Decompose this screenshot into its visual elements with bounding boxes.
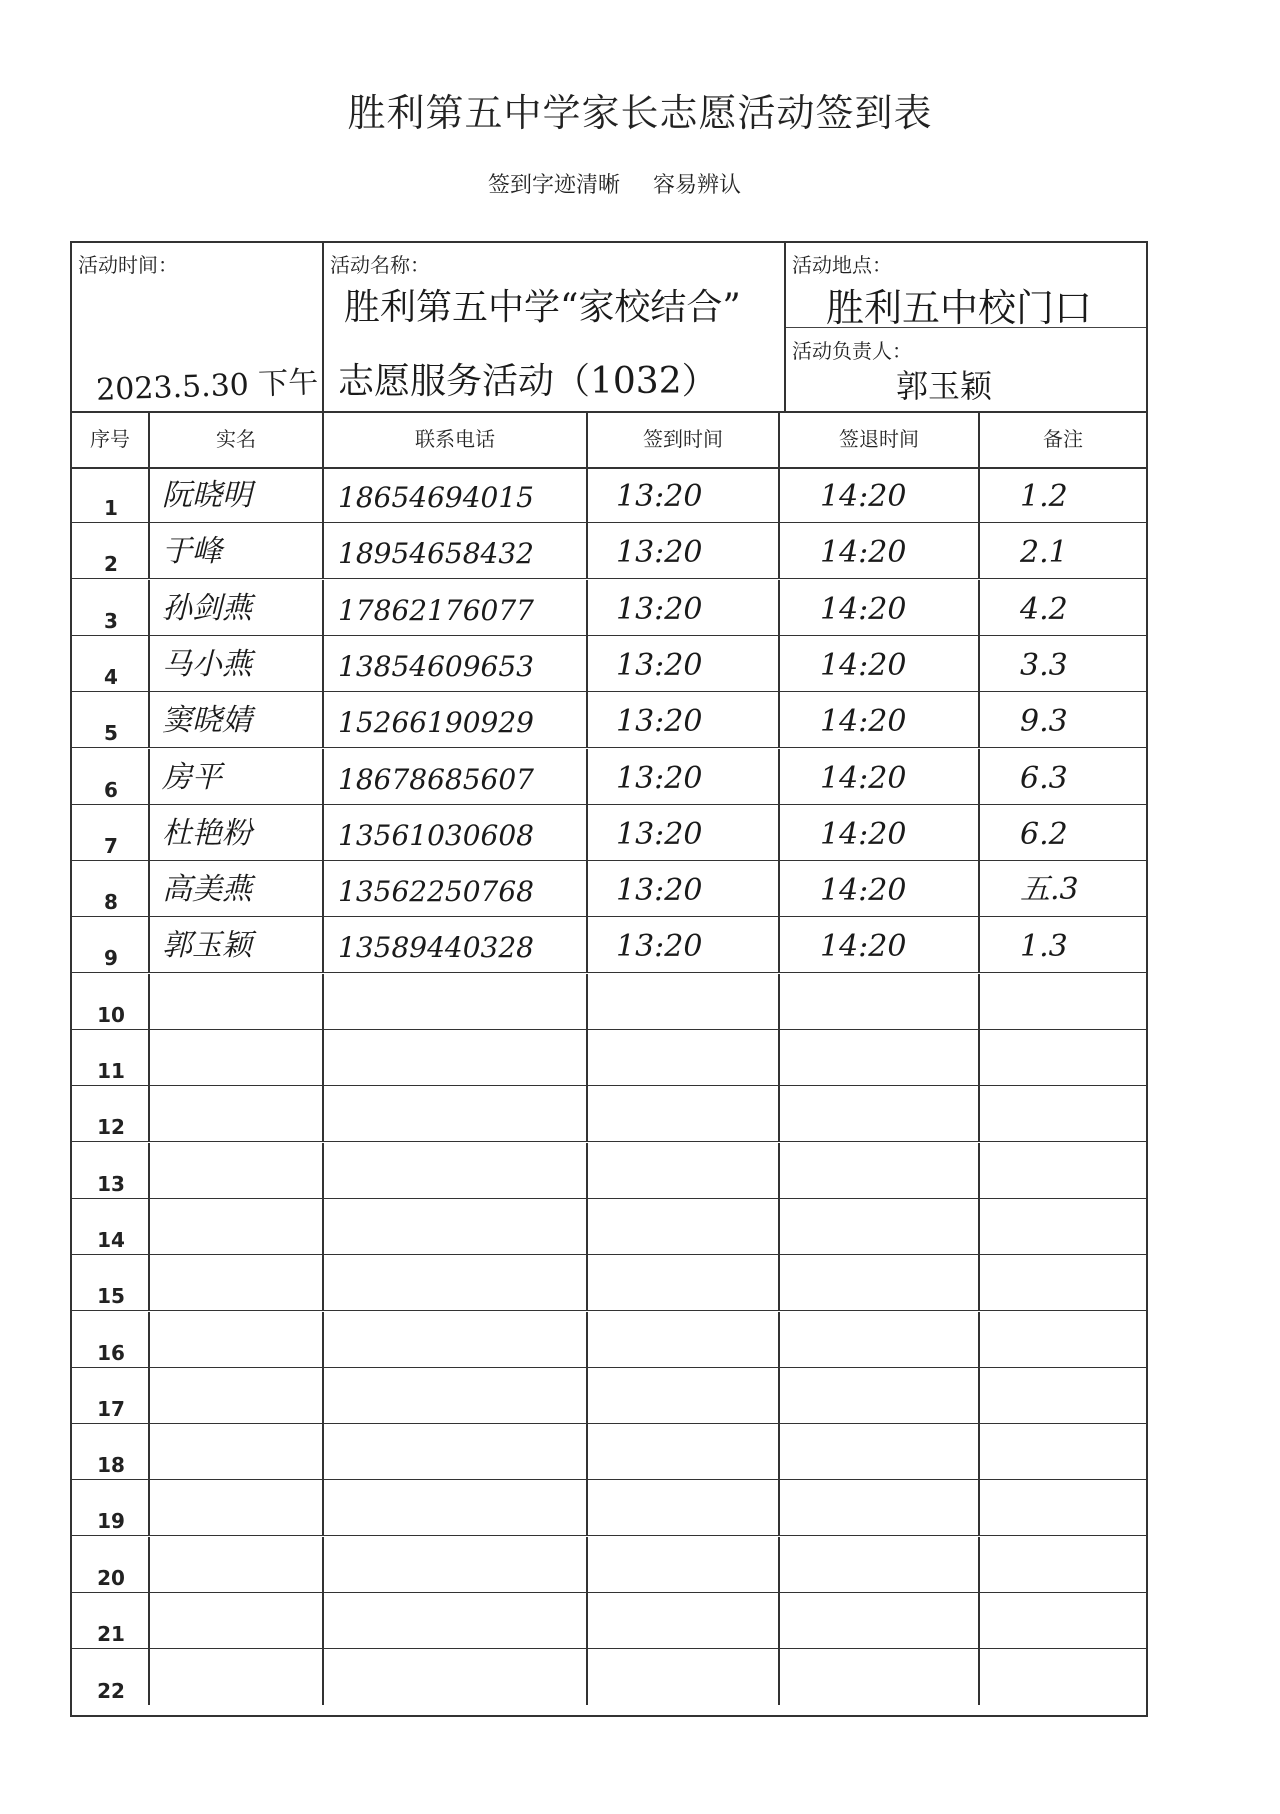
row-phone-cell[interactable] [324,1424,588,1479]
row-signout-time-cell[interactable] [780,636,980,691]
row-name-cell[interactable] [150,467,324,522]
row-name: 郭玉颖 [162,928,252,964]
table-row [72,523,1146,579]
row-name: 于峰 [162,534,222,570]
row-signout-time-cell[interactable] [780,1086,980,1141]
row-phone-cell[interactable] [324,636,588,691]
row-signout-time-cell[interactable] [780,1312,980,1367]
activity-place-value[interactable]: 胜利五中校门口 [826,286,1093,330]
row-signin-time: 13:20 [616,704,703,740]
row-note: 1.3 [1020,929,1068,965]
row-signout-time-cell[interactable] [780,1199,980,1254]
row-name: 杜艳粉 [162,815,252,851]
table-row [72,861,1146,917]
form-title: 胜利第五中学家长志愿活动签到表 [347,91,933,135]
col-header-signout: 签退时间 [780,411,980,467]
row-number: 17 [97,1396,125,1421]
row-signout-time-cell[interactable] [780,974,980,1029]
row-name-cell[interactable] [150,692,324,747]
row-signout-time-cell[interactable] [780,1030,980,1085]
row-number: 14 [97,1227,125,1252]
row-name-cell[interactable] [150,1649,324,1705]
row-note-cell[interactable] [980,861,1146,916]
row-note-cell[interactable] [980,692,1146,747]
row-phone-cell[interactable] [324,1312,588,1367]
row-note-cell[interactable] [980,917,1146,972]
row-signin-time: 13:20 [616,873,703,909]
row-number: 8 [104,890,118,915]
row-phone: 13561030608 [338,818,534,852]
row-name-cell[interactable] [150,1593,324,1648]
row-number: 21 [97,1622,125,1646]
table-row [72,1424,1146,1480]
row-signin-time-cell[interactable] [588,1424,780,1479]
row-signin-time-cell[interactable] [588,1086,780,1141]
table-row [72,1312,1146,1368]
row-note: 1.2 [1020,479,1068,514]
row-note-cell[interactable] [980,467,1146,522]
row-signin-time-cell[interactable] [588,1537,780,1592]
row-note-cell[interactable] [980,1199,1146,1254]
activity-time-value[interactable]: 2023.5.30 下午 [95,365,319,408]
row-phone-cell[interactable] [324,523,588,578]
row-number: 16 [97,1340,125,1365]
row-signin-time-cell[interactable] [588,1593,780,1648]
row-note: 9.3 [1020,704,1068,740]
row-note-cell[interactable] [980,1086,1146,1141]
table-row [72,917,1146,973]
row-phone-cell[interactable] [324,467,588,522]
row-number-cell [72,1255,150,1310]
activity-place-label: 活动地点： [792,253,892,277]
row-number-cell [72,1649,150,1705]
row-name-cell[interactable] [150,1255,324,1310]
row-note: 2.1 [1020,535,1068,571]
row-signin-time-cell[interactable] [588,1199,780,1254]
row-note: 4.2 [1020,591,1068,627]
row-note-cell[interactable] [980,749,1146,804]
row-phone-cell[interactable] [324,1199,588,1254]
table-row [72,467,1146,523]
row-signout-time-cell[interactable] [780,1255,980,1310]
row-signin-time-cell[interactable] [588,1255,780,1310]
activity-name-value-line2[interactable]: 志愿服务活动（1032） [338,361,718,402]
row-note-cell[interactable] [980,1649,1146,1705]
row-phone: 15266190929 [338,706,534,740]
row-number: 10 [97,1002,125,1027]
row-number-cell [72,749,150,804]
row-name: 高美燕 [162,872,252,908]
row-signin-time-cell[interactable] [588,523,780,578]
table-row [72,1086,1146,1142]
table-row [72,1480,1146,1536]
row-name-cell[interactable] [150,1199,324,1254]
row-note-cell[interactable] [980,1537,1146,1592]
row-note: 3.3 [1020,647,1068,683]
row-number-cell [72,467,150,522]
row-phone-cell[interactable] [324,749,588,804]
row-signout-time-cell[interactable] [780,1537,980,1592]
row-number-cell [72,1593,150,1648]
table-row [72,1143,1146,1199]
row-note-cell[interactable] [980,1424,1146,1479]
row-signin-time-cell[interactable] [588,1480,780,1535]
subtitle-part-2: 容易辨认 [653,173,742,198]
row-signin-time: 13:20 [616,591,703,627]
row-number: 18 [97,1453,125,1478]
row-phone-cell[interactable] [324,692,588,747]
row-note-cell[interactable] [980,1143,1146,1198]
row-signin-time: 13:20 [616,647,703,683]
row-phone: 13854609653 [338,649,534,683]
row-name-cell[interactable] [150,1030,324,1085]
row-signout-time-cell[interactable] [780,861,980,916]
row-phone-cell[interactable] [324,861,588,916]
row-signout-time: 14:20 [820,873,907,909]
row-note-cell[interactable] [980,580,1146,635]
row-signout-time-cell[interactable] [780,523,980,578]
activity-time-label: 活动时间： [78,253,178,277]
row-number-cell [72,1368,150,1423]
row-signin-time-cell[interactable] [588,1143,780,1198]
row-signin-time-cell[interactable] [588,1649,780,1705]
row-note-cell[interactable] [980,523,1146,578]
row-number: 11 [97,1059,125,1083]
row-signout-time-cell[interactable] [780,1424,980,1479]
activity-name-cell [324,243,786,411]
table-row [72,805,1146,861]
table-row [72,1199,1146,1255]
table-row [72,1593,1146,1649]
row-name-cell[interactable] [150,1143,324,1198]
row-signout-time-cell[interactable] [780,1480,980,1535]
row-number-cell [72,1199,150,1254]
table-row [72,1255,1146,1311]
row-note-cell[interactable] [980,805,1146,860]
row-signin-time-cell[interactable] [588,1368,780,1423]
row-number-cell [72,974,150,1029]
row-signout-time-cell[interactable] [780,1593,980,1648]
table-header [72,411,1146,469]
row-number: 3 [104,608,118,633]
row-signin-time-cell[interactable] [588,974,780,1029]
row-signout-time: 14:20 [820,929,907,965]
row-name: 房平 [162,759,222,795]
activity-info-section [72,243,1146,413]
signin-sheet [70,241,1148,1717]
row-signout-time-cell[interactable] [780,1143,980,1198]
row-name-cell[interactable] [150,636,324,691]
row-phone-cell[interactable] [324,1368,588,1423]
row-number-cell [72,1143,150,1198]
activity-name-value-line1[interactable]: 胜利第五中学“家校结合” [344,287,741,328]
subtitle-part-1: 签到字迹清晰 [488,173,621,198]
row-phone-cell[interactable] [324,1649,588,1705]
activity-leader-value[interactable]: 郭玉颖 [896,367,993,405]
row-name-cell[interactable] [150,1312,324,1367]
row-phone-cell[interactable] [324,1143,588,1198]
row-name-cell[interactable] [150,1537,324,1592]
table-row [72,580,1146,636]
row-phone-cell[interactable] [324,1255,588,1310]
row-signout-time-cell[interactable] [780,1649,980,1705]
row-note-cell[interactable] [980,1593,1146,1648]
row-number: 4 [104,664,118,689]
row-signin-time-cell[interactable] [588,749,780,804]
table-row [72,749,1146,805]
row-signin-time: 13:20 [616,816,703,852]
row-number: 5 [104,721,118,746]
row-number: 13 [97,1171,125,1196]
row-phone-cell[interactable] [324,805,588,860]
row-signout-time-cell[interactable] [780,692,980,747]
row-number-cell [72,1312,150,1367]
row-signin-time: 13:20 [616,929,703,965]
row-number-cell [72,1030,150,1085]
row-phone-cell[interactable] [324,1537,588,1592]
row-phone: 18678685607 [338,762,534,796]
table-row [72,1649,1146,1705]
row-number-cell [72,805,150,860]
col-header-note: 备注 [1043,427,1083,451]
activity-place-leader-cell [786,243,1146,411]
row-number-cell [72,1086,150,1141]
row-signout-time-cell[interactable] [780,917,980,972]
row-name: 马小燕 [162,646,252,682]
row-phone: 17862176077 [338,593,534,627]
row-note-cell[interactable] [980,1368,1146,1423]
row-name-cell[interactable] [150,805,324,860]
row-signout-time: 14:20 [820,647,907,683]
col-header-phone: 联系电话 [324,411,588,467]
row-phone: 18654694015 [338,481,534,514]
row-signout-time: 14:20 [820,591,907,627]
row-note-cell[interactable] [980,1255,1146,1310]
row-number: 2 [104,552,118,577]
row-signout-time: 14:20 [820,704,907,740]
row-signout-time: 14:20 [820,760,907,796]
row-signin-time: 13:20 [616,760,703,796]
row-name-cell[interactable] [150,917,324,972]
row-signout-time-cell[interactable] [780,749,980,804]
row-note-cell[interactable] [980,636,1146,691]
row-signin-time-cell[interactable] [588,580,780,635]
row-number: 15 [97,1284,125,1309]
table-row [72,636,1146,692]
table-row [72,974,1146,1030]
row-number-cell [72,861,150,916]
form-subtitle [488,168,741,199]
col-header-signin: 签到时间 [588,411,780,467]
activity-leader-label: 活动负责人： [792,339,912,363]
row-number: 9 [104,946,118,971]
activity-name-label: 活动名称： [330,253,430,277]
row-number-cell [72,636,150,691]
row-number-cell [72,692,150,747]
col-header-name: 实名 [150,411,324,467]
table-row [72,692,1146,748]
row-name: 阮晓明 [162,478,252,513]
row-signin-time-cell[interactable] [588,467,780,522]
row-phone: 13589440328 [338,931,534,965]
row-number: 6 [104,777,118,802]
table-row [72,1537,1146,1593]
table-row [72,1030,1146,1086]
row-number-cell [72,917,150,972]
row-phone-cell[interactable] [324,580,588,635]
row-number: 7 [104,833,118,858]
row-signout-time-cell[interactable] [780,580,980,635]
row-note: 6.3 [1020,760,1068,796]
row-name-cell[interactable] [150,749,324,804]
row-note-cell[interactable] [980,1480,1146,1535]
row-name-cell[interactable] [150,1368,324,1423]
row-phone-cell[interactable] [324,974,588,1029]
row-name: 窦晓婧 [162,703,252,739]
row-signout-time: 14:20 [820,535,907,571]
row-name-cell[interactable] [150,861,324,916]
row-number: 19 [97,1509,125,1534]
table-row [72,1368,1146,1424]
col-header-no: 序号 [72,411,150,467]
row-signin-time-cell[interactable] [588,805,780,860]
row-signin-time-cell[interactable] [588,917,780,972]
row-signin-time-cell[interactable] [588,1030,780,1085]
row-phone-cell[interactable] [324,1030,588,1085]
row-number-cell [72,1424,150,1479]
row-name-cell[interactable] [150,974,324,1029]
row-number: 20 [97,1565,125,1590]
row-name-cell[interactable] [150,523,324,578]
row-name-cell[interactable] [150,1086,324,1141]
row-signin-time-cell[interactable] [588,1312,780,1367]
row-signout-time-cell[interactable] [780,467,980,522]
row-note-cell[interactable] [980,1312,1146,1367]
row-name-cell[interactable] [150,1424,324,1479]
row-number: 1 [104,496,118,520]
row-signout-time: 14:20 [820,479,907,514]
row-number: 12 [97,1115,125,1140]
row-name-cell[interactable] [150,1480,324,1535]
row-phone-cell[interactable] [324,1480,588,1535]
activity-time-cell [72,243,324,411]
row-signout-time-cell[interactable] [780,1368,980,1423]
row-signin-time-cell[interactable] [588,692,780,747]
row-signout-time-cell[interactable] [780,805,980,860]
row-number-cell [72,523,150,578]
row-phone: 13562250768 [338,875,534,909]
row-number-cell [72,1480,150,1535]
row-phone-cell[interactable] [324,1593,588,1648]
row-signin-time-cell[interactable] [588,636,780,691]
row-note: 五.3 [1020,872,1079,908]
row-number-cell [72,1537,150,1592]
row-name-cell[interactable] [150,580,324,635]
row-phone-cell[interactable] [324,1086,588,1141]
row-number-cell [72,580,150,635]
info-divider [786,327,1146,328]
row-signin-time: 13:20 [616,479,703,514]
row-signin-time-cell[interactable] [588,861,780,916]
row-signin-time: 13:20 [616,535,703,571]
row-number: 22 [97,1679,125,1704]
row-signout-time: 14:20 [820,816,907,852]
row-note-cell[interactable] [980,974,1146,1029]
row-name: 孙剑燕 [162,590,252,626]
row-phone-cell[interactable] [324,917,588,972]
row-note: 6.2 [1020,816,1068,852]
row-note-cell[interactable] [980,1030,1146,1085]
row-phone: 18954658432 [338,537,534,571]
